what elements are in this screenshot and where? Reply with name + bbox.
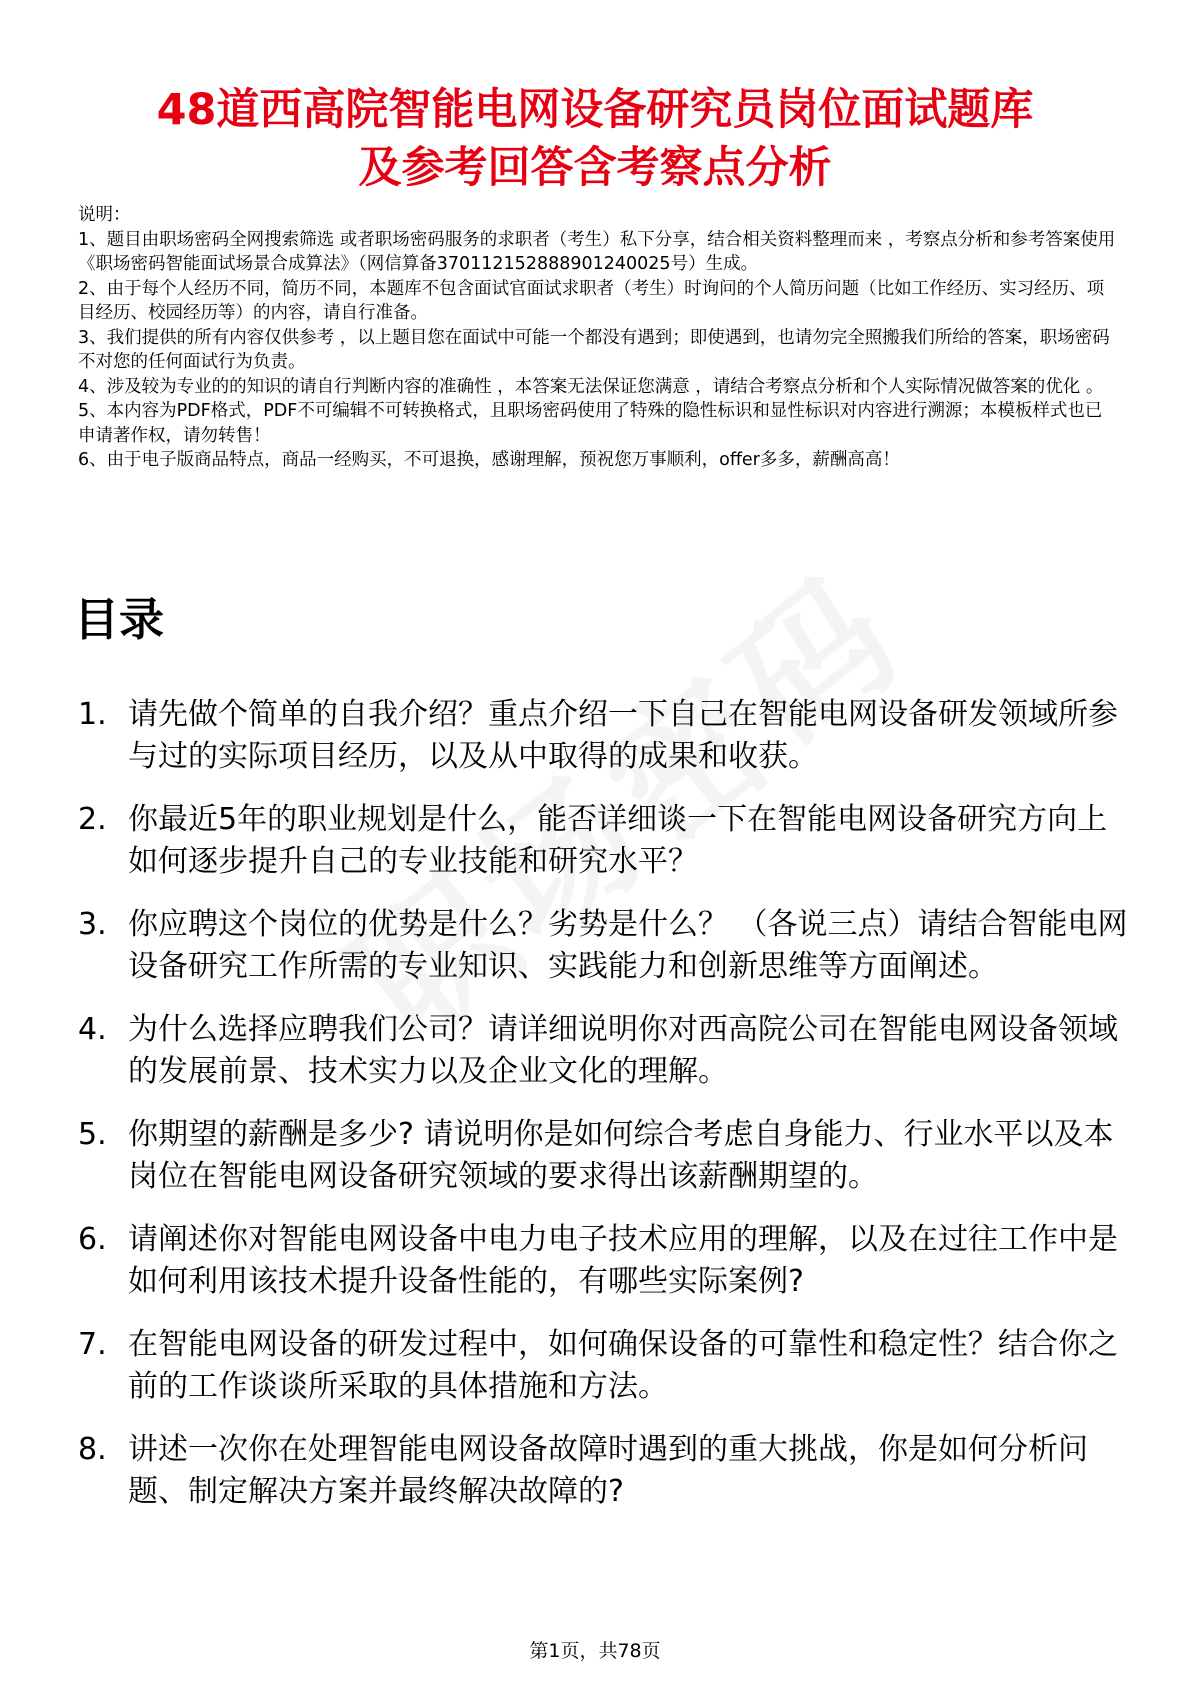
toc-item-number: 5. (78, 1117, 107, 1152)
toc-item-text: 你期望的薪酬是多少? 请说明你是如何综合考虑自身能力、行业水平以及本岗位在智能电网设备研究领域的要求得出该薪酬期望的。 (128, 1117, 1114, 1194)
title-line-2: 及参考回答含考察点分析 (358, 142, 832, 193)
toc-item-text: 请先做个简单的自我介绍？重点介绍一下自己在智能电网设备研发领域所参与过的实际项目经历，以及从中取得的成果和收获。 (128, 697, 1118, 774)
note-item-3: 3、我们提供的所有内容仅供参考 ，以上题目您在面试中可能一个都没有遇到；即使遇到，也请勿完全照搬我们所给的答案，职场密码不对您的任何面试行为负责。 (78, 327, 1110, 372)
toc-heading: 目录 (74, 593, 165, 646)
toc-item-5[interactable] (78, 1114, 1128, 1198)
toc-item-text: 你应聘这个岗位的优势是什么？劣势是什么？ （各说三点）请结合智能电网设备研究工作所需的专业知识、实践能力和创新思维等方面阐述。 (128, 907, 1128, 984)
note-item-4: 4、涉及较为专业的的知识的请自行判断内容的准确性 ，本答案无法保证您满意 ，请结合考察点分析和个人实际情况做答案的优化 。 (78, 376, 1104, 397)
toc-item-text: 请阐述你对智能电网设备中电力电子技术应用的理解，以及在过往工作中是如何利用该技术提升设备性能的，有哪些实际案例? (128, 1222, 1118, 1299)
note-item-6: 6、由于电子版商品特点，商品一经购买，不可退换，感谢理解，预祝您万事顺利，offer多多，薪酬高高！ (78, 450, 900, 470)
document-title (40, 81, 1150, 197)
toc-item-4[interactable] (78, 1009, 1128, 1093)
toc-item-number: 6. (78, 1222, 107, 1257)
toc-item-text: 你最近5年的职业规划是什么，能否详细谈一下在智能电网设备研究方向上如何逐步提升自己的专业技能和研究水平？ (128, 802, 1108, 879)
toc-item-7[interactable] (78, 1324, 1128, 1408)
note-item-2: 2、由于每个人经历不同，简历不同，本题库不包含面试官面试求职者（考生）时询问的个人简历问题（比如工作经历、实习经历、项目经历、校园经历等）的内容，请自行准备。 (78, 278, 1105, 323)
toc-item-number: 1. (78, 697, 107, 732)
toc-list (78, 694, 1128, 1534)
toc-item-1[interactable] (78, 694, 1128, 778)
toc-item-text: 在智能电网设备的研发过程中，如何确保设备的可靠性和稳定性？结合你之前的工作谈谈所采取的具体措施和方法。 (128, 1327, 1118, 1404)
title-line-1: 48道西高院智能电网设备研究员岗位面试题库 (156, 84, 1034, 135)
toc-item-number: 8. (78, 1432, 107, 1467)
toc-item-text: 讲述一次你在处理智能电网设备故障时遇到的重大挑战，你是如何分析问题、制定解决方案并最终解决故障的? (128, 1432, 1088, 1509)
toc-item-number: 3. (78, 907, 107, 942)
note-item-5: 5、本内容为PDF格式，PDF不可编辑不可转换格式，且职场密码使用了特殊的隐性标识和显性标识对内容进行溯源；本模板样式也已申请著作权，请勿转售！ (78, 401, 1103, 446)
toc-item-number: 4. (78, 1012, 107, 1047)
toc-item-3[interactable] (78, 904, 1128, 988)
toc-item-number: 7. (78, 1327, 107, 1362)
note-item-1: 1、题目由职场密码全网搜索筛选 或者职场密码服务的求职者（考生）私下分享，结合相关资料整理而来 ，考察点分析和参考答案使用《职场密码智能面试场景合成算法》（网信算备370112152888901240025号）生成。 (78, 229, 1116, 274)
notes-heading: 说明： (78, 205, 131, 225)
toc-item-number: 2. (78, 802, 107, 837)
toc-item-8[interactable] (78, 1429, 1128, 1513)
toc-item-6[interactable] (78, 1219, 1128, 1303)
page-number: 第1页，共78页 (529, 1640, 661, 1662)
toc-item-text: 为什么选择应聘我们公司？请详细说明你对西高院公司在智能电网设备领域的发展前景、技术实力以及企业文化的理解。 (128, 1012, 1118, 1089)
toc-item-2[interactable] (78, 799, 1128, 883)
notes-section (78, 203, 1118, 473)
